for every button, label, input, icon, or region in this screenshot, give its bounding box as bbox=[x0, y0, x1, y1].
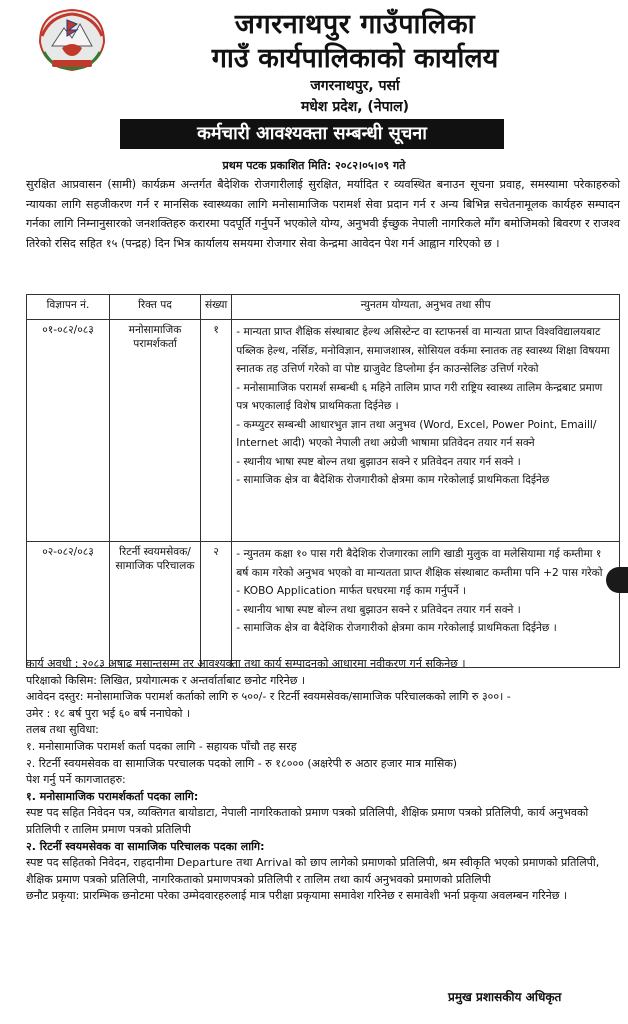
requirements-cell bbox=[232, 542, 620, 668]
header-count: संख्या bbox=[201, 295, 232, 320]
office-location: जगरनाथपुर, पर्सा bbox=[310, 78, 400, 94]
table-row bbox=[27, 320, 620, 542]
vacancy-table bbox=[26, 294, 620, 668]
post-name: रिटर्नी स्वयमसेवक/ सामाजिक परिचालक bbox=[110, 542, 201, 668]
requirement-item: - सामाजिक क्षेत्र वा बैदेशिक रोजगारीको क्षेत्रमा काम गरेकोलाई प्राथमिकता दिईनेछ । bbox=[236, 622, 557, 634]
table-header-row bbox=[27, 295, 620, 320]
ad-number: ०२-०८२/०८३ bbox=[27, 542, 110, 668]
header-post: रिक्त पद bbox=[110, 295, 201, 320]
requirement-item: - स्थानीय भाषा स्पष्ट बोल्न तथा बुझाउन सक्ने र प्रतिवेदन तयार गर्न सक्ने । bbox=[236, 455, 521, 468]
notice-header bbox=[0, 0, 628, 160]
documents-subheading: २. रिटर्नी स्वयमसेवक वा सामाजिक परिचालक पदका लागि: bbox=[26, 839, 265, 853]
municipality-name: जगरनाथपुर गाउँपालिका bbox=[234, 9, 476, 40]
published-date: प्रथम पटक प्रकाशित मिति: २०८२।०५।०९ गते bbox=[222, 159, 406, 172]
requirements-cell bbox=[232, 320, 620, 542]
requirement-item: - मनोसामाजिक परामर्श सम्बन्धी ६ महिने तालिम प्राप्त गरी राष्ट्रिय स्वास्थ्य तालिम केन्द्रबाट प्रमाण पत्र भएकालाई विशेष प्राथमिकता दिईनेछ । bbox=[236, 381, 603, 412]
header-ad-no: विज्ञापन नं. bbox=[27, 295, 110, 320]
age-limit: उमेर : १८ बर्ष पुरा भई ६० बर्ष ननाघेको । bbox=[26, 706, 191, 720]
exam-type: परिक्षाको किसिम: लिखित, प्रयोगात्मक र अन्तर्वार्ताबाट छनोट गरिनेछ । bbox=[26, 673, 306, 687]
salary-item: २. रिटर्नी स्वयमसेवक वा सामाजिक परचालक पदको लागि - रु १८००० (अक्षरेपी रु अठार हजार मात्र मासिक) bbox=[26, 756, 458, 770]
salary-item: १. मनोसामाजिक परामर्श कर्ता पदका लागि - सहायक पाँचौ तह सरह bbox=[26, 739, 297, 753]
side-scroll-tab[interactable] bbox=[606, 567, 628, 593]
documents-list: स्पष्ट पद सहितको निवेदन, राहदानीमा Departure तथा Arrival को छाप लागेको प्रमाणको प्रतिलिपी, श्रम स्वीकृति भएको प्रमाणको प्रतिलिपी, शैक्षिक प्रमाण पत्रको प्रतिलिपी, नागरिकताको प्रमाणपत्रको प्रतिलिपी र तालिम तथा कार्य अनुभवको प्रमाणको प्रतिलिपी bbox=[26, 856, 600, 886]
notice-terms bbox=[26, 656, 620, 905]
office-name: गाउँ कार्यपालिकाको कार्यालय bbox=[211, 43, 499, 74]
notice-title-banner: कर्मचारी आवश्यक्ता सम्बन्धी सूचना bbox=[120, 119, 504, 149]
nepal-emblem-icon bbox=[34, 6, 110, 74]
post-count: २ bbox=[201, 542, 232, 668]
documents-heading: पेश गर्नु पर्ने कागजातहरु: bbox=[26, 773, 126, 787]
requirement-item: - मान्यता प्राप्त शैक्षिक संस्थाबाट हेल्थ असिस्टेन्ट वा स्टाफनर्स वा मान्यता प्राप्त विश्वविद्यालयबाट पब्लिक हेल्थ, नर्सिङ, मनोविज्ञान, समाजशास्त्र, सोसियल वर्कमा स्नातक तह स्वास्थ्य शिक्षा विषयमा स्नातक तह उत्तिर्ण गरेको वा पोष्ट ग्राजुवेट डिप्लोमा ईन काउन्सेलिङ उत्तिर्ण गरेको bbox=[236, 326, 610, 375]
post-name: मनोसामाजिक परामर्शकर्ता bbox=[110, 320, 201, 542]
intro-paragraph: सुरक्षित आप्रवासन (सामी) कार्यक्रम अन्तर्गत बैदेशिक रोजगारीलाई सुरक्षित, मर्यादित र व्यवस्थित बनाउन सूचना प्रवाह, समस्यामा परेकाहरुको न्यायका लागि सहजीकरण गर्न र मानसिक स्वास्थ्यका लागि मनोसामाजिक परामर्श सेवा प्रदान गर्न र अन्य बिभिन्न सचेतनामूलक कार्यहरु सम्पादन गर्नका लागि निम्नानुसारको जनशक्तिहरु करारमा पदपूर्ति गर्नुपर्ने भएकोले योग्य, अनुभवी ईच्छुक नेपाली नागरिकले माँग बमोजिमको बिवरण र राजश्व तिरेको रसिद सहित १५ (पन्द्रह) दिन भित्र कार्यालय समयमा रोजगार सेवा केन्द्रमा आवेदन पेश गर्न आह्वान गरिएको छ । bbox=[26, 178, 620, 250]
signatory-title: प्रमुख प्रशासकीय अधिकृत bbox=[448, 990, 562, 1004]
selection-process: छनौट प्रकृया: प्रारम्भिक छनोटमा परेका उम्मेदवारहरुलाई मात्र परीक्षा प्रकृयामा समावेश गरिनेछ र समावेशी भर्ना प्रकृया अवलम्बन गरिनेछ । bbox=[26, 889, 568, 903]
documents-subheading: १. मनोसामाजिक परामर्शकर्ता पदका लागि: bbox=[26, 789, 199, 803]
requirement-item: - सामाजिक क्षेत्र वा बैदेशिक रोजगारीको क्षेत्रमा काम गरेकोलाई प्राथमिकता दिईनेछ bbox=[236, 474, 550, 486]
requirement-item: - स्थानीय भाषा स्पष्ट बोल्न तथा बुझाउन सक्ने र प्रतिवेदन तयार गर्न सक्ने । bbox=[236, 603, 521, 616]
office-province: मधेश प्रदेश, (नेपाल) bbox=[300, 99, 410, 115]
post-count: १ bbox=[201, 320, 232, 542]
ad-number: ०१-०८२/०८३ bbox=[27, 320, 110, 542]
requirement-item: - न्युनतम कक्षा १० पास गरी बैदेशिक रोजगारका लागि खाडी मुलुक वा मलेसियामा गई कम्तीमा १ बर्ष काम गरेको अनुभव भएको वा मान्यतता प्राप्त शैक्षिक संस्थाबाट कम्तीमा पनि +2 पास गरेको bbox=[236, 548, 603, 579]
header-requirements: न्युनतम योग्यता, अनुभव तथा सीप bbox=[232, 295, 620, 320]
requirement-item: - KOBO Application मार्फत घरघरमा गई काम गर्नुपर्ने । bbox=[236, 585, 467, 597]
salary-heading: तलब तथा सुविधा: bbox=[26, 723, 99, 737]
application-fee: आवेदन दस्तुर: मनोसामाजिक परामर्श कर्ताको लागि रु ५००/- र रिटर्नी स्वयमसेवक/सामाजिक परिचालकको लागि रु ३००। - bbox=[26, 690, 511, 704]
documents-list: स्पष्ट पद सहित निवेदन पत्र, व्यक्तिगत बायोडाटा, नेपाली नागरिकताको प्रमाण पत्रको प्रतिलिपी, शैक्षिक प्रमाण पत्रको प्रतिलिपी, कार्य अनुभवको प्रतिलिपी र तालिम प्रमाण पत्रको प्रतिलिपी bbox=[26, 806, 589, 836]
work-duration: कार्य अवधी : २०८३ अषाढ मसान्तसम्म तर आवश्यक्ता तथा कार्य सम्पादनको आधारमा नवीकरण गर्न सकिनेछ । bbox=[26, 657, 466, 670]
table-row bbox=[27, 542, 620, 668]
requirement-item: - कम्प्युटर सम्बन्धी आधारभुत ज्ञान तथा अनुभव (Word, Excel, Power Point, Emaill/ Internet आदी) भएको नेपाली तथा अग्रेजी भाषामा प्रतिवेदन तयार गर्न सक्ने bbox=[236, 418, 597, 449]
